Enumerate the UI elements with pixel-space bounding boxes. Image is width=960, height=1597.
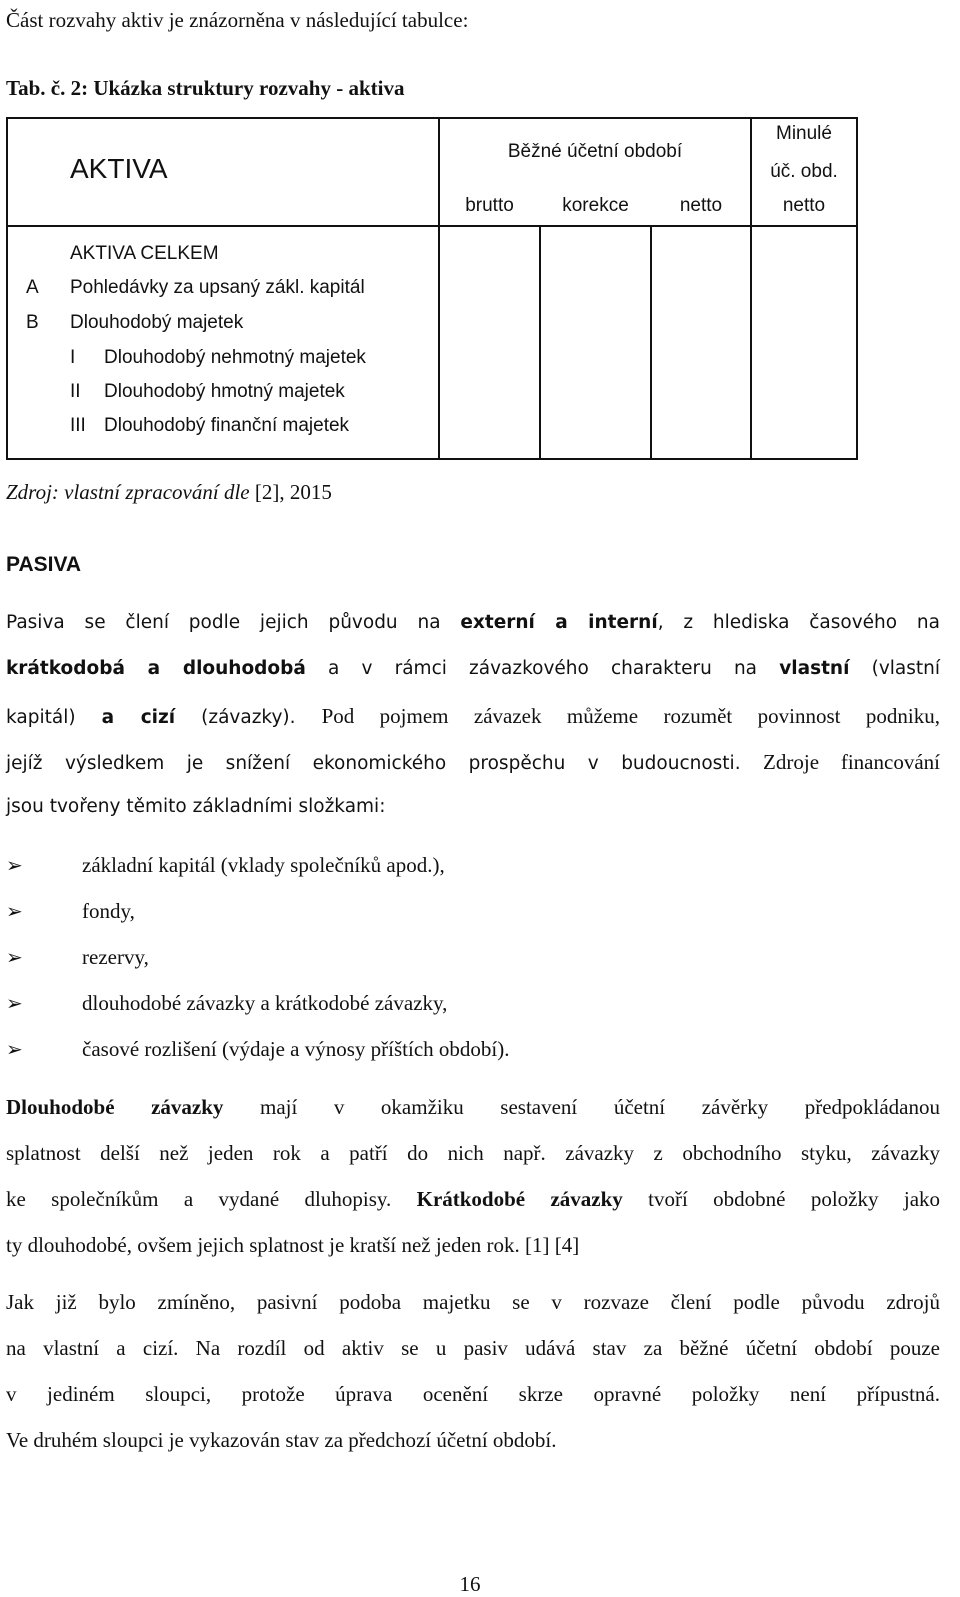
row-code-b: B — [26, 312, 39, 333]
row-code-a: A — [26, 277, 39, 298]
para3-line1: Jak již bylo zmíněno, pasivní podoba majetku se v rozvaze člení podle původu zdrojů — [6, 1290, 940, 1314]
table-source — [6, 480, 332, 505]
para1-line5: jsou tvořeny těmito základními složkami: — [6, 796, 386, 817]
bullet-item — [6, 945, 149, 970]
emphasis: a cizí — [101, 707, 176, 728]
para1-line3 — [6, 704, 940, 729]
current-period-header: Běžné účetní období — [507, 141, 683, 162]
table-header-divider — [6, 225, 858, 227]
emphasis: krátkodobá a dlouhodobá — [6, 658, 306, 679]
text: jejíž výsledkem je snížení ekonomického prospěchu v budoucnosti. — [6, 753, 741, 774]
para2-line3 — [6, 1187, 940, 1212]
col-netto-previous: netto — [782, 195, 826, 216]
row-sub-i: I — [70, 347, 76, 368]
col-brutto: brutto — [465, 195, 514, 216]
para2-line2: splatnost delší než jeden rok a patří do nich např. závazky z obchodního styku, závazky — [6, 1141, 940, 1165]
emphasis: Dlouhodobé závazky — [6, 1095, 224, 1119]
table-border-top — [6, 117, 858, 119]
para1-line2 — [6, 658, 940, 679]
bullet-item — [6, 991, 447, 1016]
emphasis: externí a interní — [460, 612, 658, 633]
arrow-bullet-icon: ➢ — [6, 993, 23, 1015]
text: Pod pojmem závazek můžeme rozumět povinnost podniku, — [321, 704, 940, 728]
previous-period-header-1: Minulé — [776, 123, 832, 144]
para2-line4: ty dlouhodobé, ovšem jejich splatnost je kratší než jeden rok. [1] [4] — [6, 1233, 580, 1257]
bullet-item — [6, 1037, 509, 1062]
para1-line1 — [6, 612, 940, 633]
para3-line2: na vlastní a cizí. Na rozdíl od aktiv se u pasiv udává stav za běžné účetní období pouze — [6, 1336, 940, 1360]
text: (závazky). — [201, 707, 296, 728]
text: ke společníkům a vydané dluhopisy. — [6, 1187, 392, 1211]
para3-line3: v jediném sloupci, protože úprava ocenění skrze opravné položky není přípustná. — [6, 1382, 940, 1406]
col-korekce: korekce — [562, 195, 629, 216]
text: Pasiva se člení podle jejich původu na — [6, 612, 441, 633]
aktiva-header: AKTIVA — [70, 153, 168, 184]
row-aktiva-celkem: AKTIVA CELKEM — [70, 243, 219, 264]
bullet-text: dlouhodobé závazky a krátkodobé závazky, — [82, 991, 448, 1015]
source-italic: Zdroj: vlastní zpracování dle — [6, 480, 250, 504]
para2-line1 — [6, 1095, 940, 1120]
bullet-item — [6, 899, 135, 924]
text: (vlastní — [871, 658, 941, 679]
table-col-divider-1 — [438, 117, 440, 460]
para1-line4 — [6, 750, 940, 775]
bullet-item — [6, 853, 445, 878]
text: a v rámci závazkového charakteru na — [328, 658, 758, 679]
table-col-divider-3 — [650, 227, 652, 460]
text: , z hlediska časového na — [657, 612, 940, 633]
text: Zdroje financování — [763, 750, 940, 774]
bullet-text: základní kapitál (vklady společníků apod.), — [82, 853, 445, 877]
assets-table — [6, 117, 858, 460]
arrow-bullet-icon: ➢ — [6, 901, 23, 923]
text: tvoří obdobné položky jako — [648, 1187, 941, 1211]
table-border-right — [856, 117, 858, 460]
bullet-text: rezervy, — [82, 945, 149, 969]
row-sub-ii: II — [70, 381, 81, 402]
table-border-bottom — [6, 458, 858, 460]
arrow-bullet-icon: ➢ — [6, 947, 23, 969]
row-pohledavky: Pohledávky za upsaný zákl. kapitál — [70, 277, 365, 298]
text: kapitál) — [6, 707, 76, 728]
previous-period-header-2: úč. obd. — [770, 161, 838, 182]
emphasis: vlastní — [779, 658, 850, 679]
table-caption: Tab. č. 2: Ukázka struktury rozvahy - aktiva — [6, 76, 405, 100]
arrow-bullet-icon: ➢ — [6, 855, 23, 877]
row-nehmotny: Dlouhodobý nehmotný majetek — [104, 347, 366, 368]
intro-text: Část rozvahy aktiv je znázorněna v následující tabulce: — [6, 8, 469, 32]
col-netto: netto — [679, 195, 723, 216]
bullet-text: časové rozlišení (výdaje a výnosy příštích období). — [82, 1037, 510, 1061]
arrow-bullet-icon: ➢ — [6, 1039, 23, 1061]
source-ref: [2], 2015 — [254, 480, 332, 504]
row-hmotny: Dlouhodobý hmotný majetek — [104, 381, 345, 402]
row-dlouhodoby-majetek: Dlouhodobý majetek — [70, 312, 244, 333]
text: mají v okamžiku sestavení účetní závěrky předpokládanou — [259, 1095, 941, 1119]
bullet-text: fondy, — [82, 899, 135, 923]
page-number: 16 — [459, 1572, 481, 1596]
table-col-divider-2 — [539, 227, 541, 460]
row-sub-iii: III — [70, 415, 86, 436]
pasiva-heading: PASIVA — [6, 553, 82, 576]
para3-line4: Ve druhém sloupci je vykazován stav za předchozí účetní období. — [6, 1428, 557, 1452]
row-financni: Dlouhodobý finanční majetek — [104, 415, 350, 436]
emphasis: Krátkodobé závazky — [416, 1187, 623, 1211]
table-border-left — [6, 117, 8, 460]
